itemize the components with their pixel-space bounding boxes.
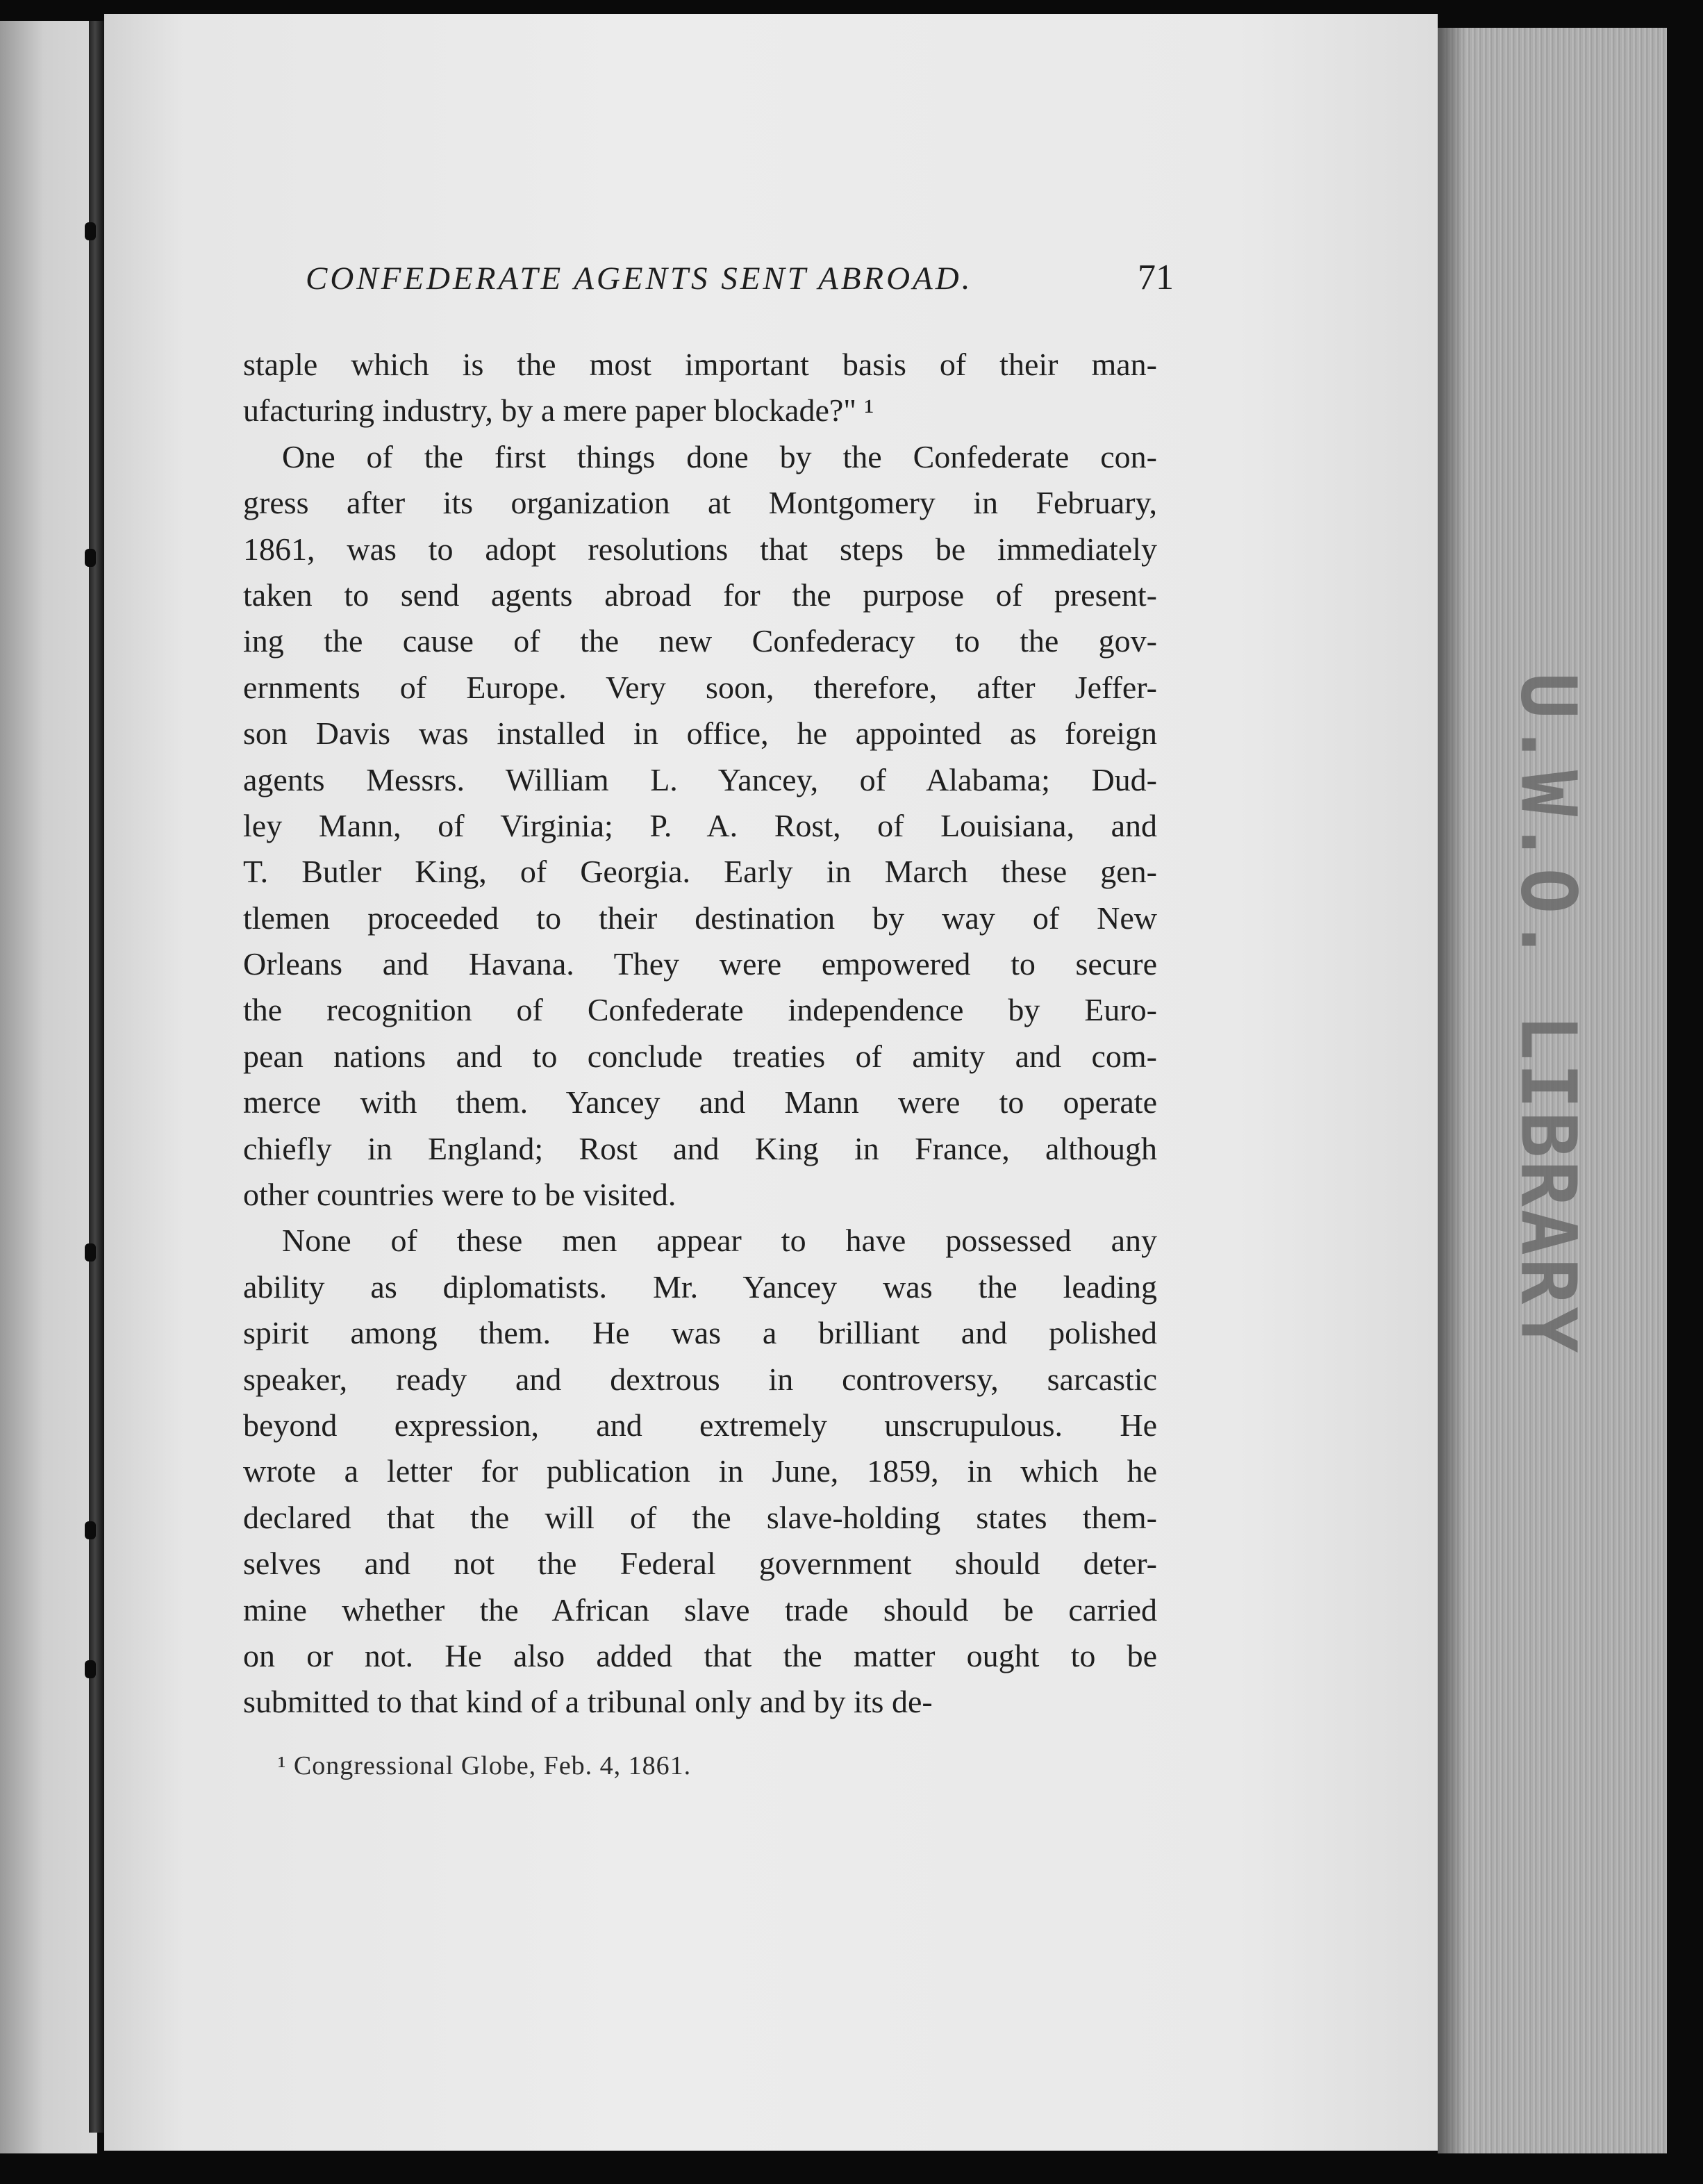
- text-line: T. Butler King, of Georgia. Early in March these gen-: [243, 854, 1157, 890]
- text-line: spirit among them. He was a brilliant and polished: [243, 1315, 1157, 1351]
- page-number: 71: [1138, 258, 1174, 297]
- running-title: CONFEDERATE AGENTS SENT ABROAD.: [306, 260, 973, 297]
- binding-stitch: [85, 1660, 96, 1678]
- text-line: speaker, ready and dextrous in controversy, sarcastic: [243, 1361, 1157, 1397]
- text-line: the recognition of Confederate independence by Euro-: [243, 992, 1157, 1028]
- footnote: ¹ Congressional Globe, Feb. 4, 1861.: [278, 1751, 692, 1780]
- text-line: pean nations and to conclude treaties of amity and com-: [243, 1038, 1157, 1074]
- library-stamp: [1500, 672, 1597, 1356]
- text-line: One of the first things done by the Confederate con-: [282, 438, 1157, 474]
- text-line: beyond expression, and extremely unscrupulous. He: [243, 1407, 1157, 1443]
- binding-stitch: [85, 1243, 96, 1261]
- text-line: agents Messrs. William L. Yancey, of Alabama; Dud-: [243, 761, 1157, 797]
- paragraph: [243, 342, 1157, 434]
- text-line: 1861, was to adopt resolutions that steps be immediately: [243, 531, 1157, 567]
- text-line: ing the cause of the new Confederacy to the gov-: [243, 623, 1157, 659]
- text-line: gress after its organization at Montgomery in February,: [243, 485, 1157, 521]
- text-line: taken to send agents abroad for the purpose of present-: [243, 577, 1157, 613]
- facing-page-edge: [0, 21, 97, 2153]
- text-line: ability as diplomatists. Mr. Yancey was the leading: [243, 1268, 1157, 1305]
- text-line: other countries were to be visited.: [243, 1177, 676, 1213]
- text-line: ufacturing industry, by a mere paper blockade?" ¹: [243, 392, 874, 429]
- text-line: Orleans and Havana. They were empowered to secure: [243, 946, 1157, 982]
- text-line: None of these men appear to have possessed any: [282, 1223, 1157, 1259]
- text-line: mine whether the African slave trade should be carried: [243, 1591, 1157, 1628]
- text-line: merce with them. Yancey and Mann were to operate: [243, 1084, 1157, 1120]
- text-line: staple which is the most important basis of their man-: [243, 347, 1157, 382]
- text-line: submitted to that kind of a tribunal only and by its de-: [243, 1684, 933, 1720]
- page-edge-shadow: [1438, 28, 1465, 2153]
- body-text: [243, 342, 1157, 1726]
- text-line: on or not. He also added that the matter ought to be: [243, 1637, 1157, 1673]
- text-line: tlemen proceeded to their destination by way of New: [243, 900, 1157, 936]
- text-line: declared that the will of the slave-holding states them-: [243, 1499, 1157, 1535]
- text-line: selves and not the Federal government should deter-: [243, 1546, 1157, 1582]
- text-line: ernments of Europe. Very soon, therefore, after Jeffer-: [243, 669, 1157, 705]
- library-stamp-text: U.W.O. LIBRARY: [1504, 672, 1594, 1356]
- running-header: [306, 257, 1174, 313]
- text-line: ley Mann, of Virginia; P. A. Rost, of Louisiana, and: [243, 807, 1157, 843]
- binding-stitch: [85, 1521, 96, 1539]
- text-line: chiefly in England; Rost and King in France, although: [243, 1130, 1157, 1166]
- text-line: son Davis was installed in office, he appointed as foreign: [243, 715, 1157, 752]
- paragraph: [243, 1218, 1157, 1725]
- book-gutter: [89, 21, 104, 2133]
- binding-stitch: [85, 222, 96, 240]
- binding-stitch: [85, 549, 96, 567]
- paragraph: [243, 434, 1157, 1218]
- text-line: wrote a letter for publication in June, 1859, in which he: [243, 1453, 1157, 1489]
